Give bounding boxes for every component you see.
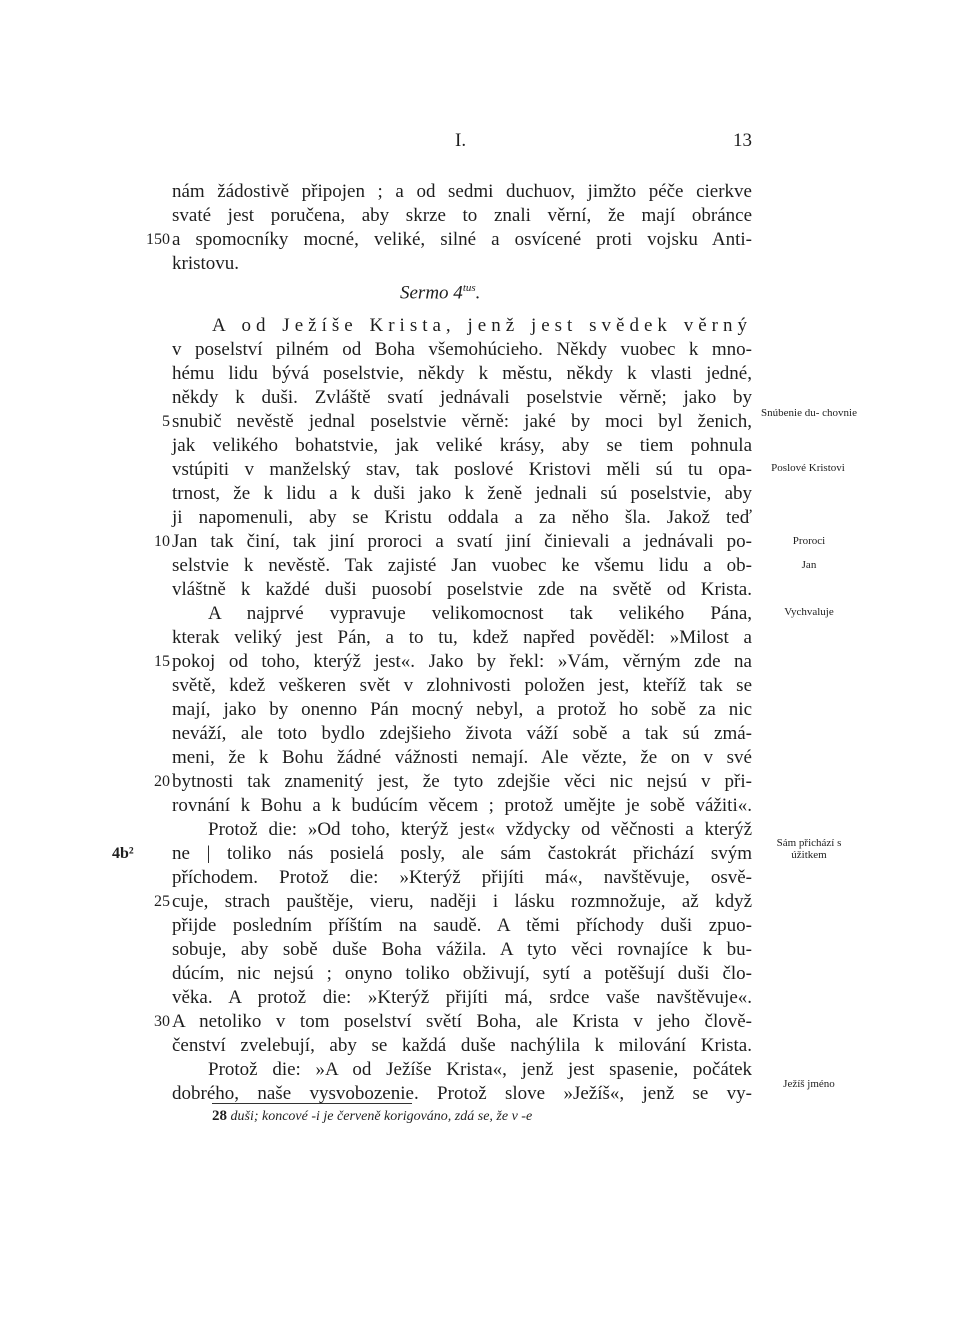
folio-marker: 4b² [112,845,134,862]
text-line: vstúpiti v manželský stav, tak poslové Kristovi měli sú tu opa- [172,459,752,480]
text-line: někdy k duši. Zvláště svatí jednávali poselstvie věrně; jako by [172,387,752,408]
text-line: cuje, strach pauštěje, vieru, naději i lásku rozmnožuje, až když [172,891,752,912]
text-line: přijde posledním příštím na saudě. A těmi příchody duši zpuo- [172,915,752,936]
text-line-spaced: A od Ježíše Krista, jenž jest svědek věrný [212,315,752,336]
text-line: svaté jest poručena, aby skrze to znali věrní, že mají obránce [172,205,752,226]
text-line: rovnání k Bohu a k budúcím věcem ; protož umějte je sobě vážiti«. [172,795,752,816]
text-line: neváží, ale toto bydlo zdejšieho života váží sobě a tak sú zmá- [172,723,752,744]
text-line: selstvie k nevěstě. Tak zajisté Jan vuobec ke všemu lidu a ob- [172,555,752,576]
line-number: 5 [162,413,170,430]
text-line: ne | toliko nás posielá posly, ale sám častokrát přichází svým [172,843,752,864]
text-line: A netoliko v tom poselství světí Boha, ale Krista v jeho člově- [172,1011,752,1032]
margin-note: Vychvaluje [784,606,834,618]
text-line: dúcím, nic nejsú ; onyno toliko obživují, sytí a potěšují duši člo- [172,963,752,984]
text-line: příchodem. Protož die: »Kterýž přijíti má«, navštěvuje, osvě- [172,867,752,888]
text-line: jak velikého bohatstvie, jak veliké krásy, aby se tiem pohnula [172,435,752,456]
line-number: 15 [154,653,170,670]
text-line: vláštně k každé duši puosobí poselstvie zde na světě od Krista. [172,579,752,600]
text-line: meni, že k Bohu žádné vážnosti nemají. Ale vězte, že on v své [172,747,752,768]
footnote-rule [212,1103,412,1104]
text-line: nám žádostivě připojen ; a od sedmi duchuov, jimžto péče cierkve [172,181,752,202]
margin-note: Jan [801,559,817,571]
text-line: Protož die: »Od toho, kterýž jest« vždycky od věčnosti a kterýž [208,819,752,840]
text-line: mají, jako by onenno Pán mocný nebyl, a protož ho sobě za nic [172,699,752,720]
line-number: 25 [154,893,170,910]
text-line: dobrého, naše vysvobozenie. Protož slove »Ježíš«, jenž se vy- [172,1083,752,1104]
text-line: snubič nevěstě jednal poselstvie věrně: jaké by moci byl ženich, [172,411,752,432]
running-header: I. [455,130,467,151]
text-line: v poselství pilném od Boha všemohúcieho. Někdy vuobec k mno- [172,339,752,360]
footnote-text: duši; koncové -i je červeně korigováno, zdá se, že v -e [230,1109,533,1124]
sermo-heading: Sermo $4^{tus}$. [400,282,481,304]
text-line: kterak veliký jest Pán, a to tu, kdež napřed pověděl: »Milost a [172,627,752,648]
text-line: pokoj od toho, kterýž jest«. Jako by řekl: »Vám, věrným zde na [172,651,752,672]
text-line: věka. A protož die: »Kterýž přijíti má, srdce vaše navštěvuje«. [172,987,752,1008]
text-line: ji napomenuli, aby se Kristu oddala a za něho šla. Jakož teď [172,507,752,528]
text-line: čenství zvelebují, aby se každá duše nachýlila k milování Krista. [172,1035,752,1056]
text-line: a spomocníky mocné, veliké, silné a osvícené proti vojsku Anti- [172,229,752,250]
margin-note: Sám přichází s úžitkem [776,837,842,861]
text-line: světě, kdež veškeren svět v zlohnivosti položen jest, kteříž tak se [172,675,752,696]
line-number: 30 [154,1013,170,1030]
margin-note: Proroci [792,535,826,547]
margin-note: Ježíš jméno [783,1078,835,1090]
text-line: bytnosti tak znamenitý jest, že tyto zdejšie věci nic nejsú v při- [172,771,752,792]
text-line: kristovu. [172,253,240,274]
page-number: 13 [733,130,752,151]
footnote-number: 28 [212,1108,227,1124]
footnote [212,1106,532,1127]
margin-note: Snúbenie du- chovnie [761,407,857,419]
text-line: hému lidu bývá poselstvie, někdy k městu, někdy k vlasti jedné, [172,363,752,384]
margin-note: Poslové Kristovi [771,462,845,474]
text-line: trnost, že k lidu a k duši jako k ženě jednali sú poselstvie, aby [172,483,752,504]
line-number: 20 [154,773,170,790]
line-number: 150 [146,231,170,248]
text-line: sobuje, aby sobě duše Boha vážila. A tyto věci rovnajíce k bu- [172,939,752,960]
text-line: Jan tak činí, tak jiní proroci a svatí jiní činievali a jednávali po- [172,531,752,552]
text-line: Protož die: »A od Ježíše Krista«, jenž jest spasenie, počátek [208,1059,752,1080]
text-line: A najprvé vypravuje velikomocnost tak velikého Pána, [208,603,752,624]
line-number: 10 [154,533,170,550]
